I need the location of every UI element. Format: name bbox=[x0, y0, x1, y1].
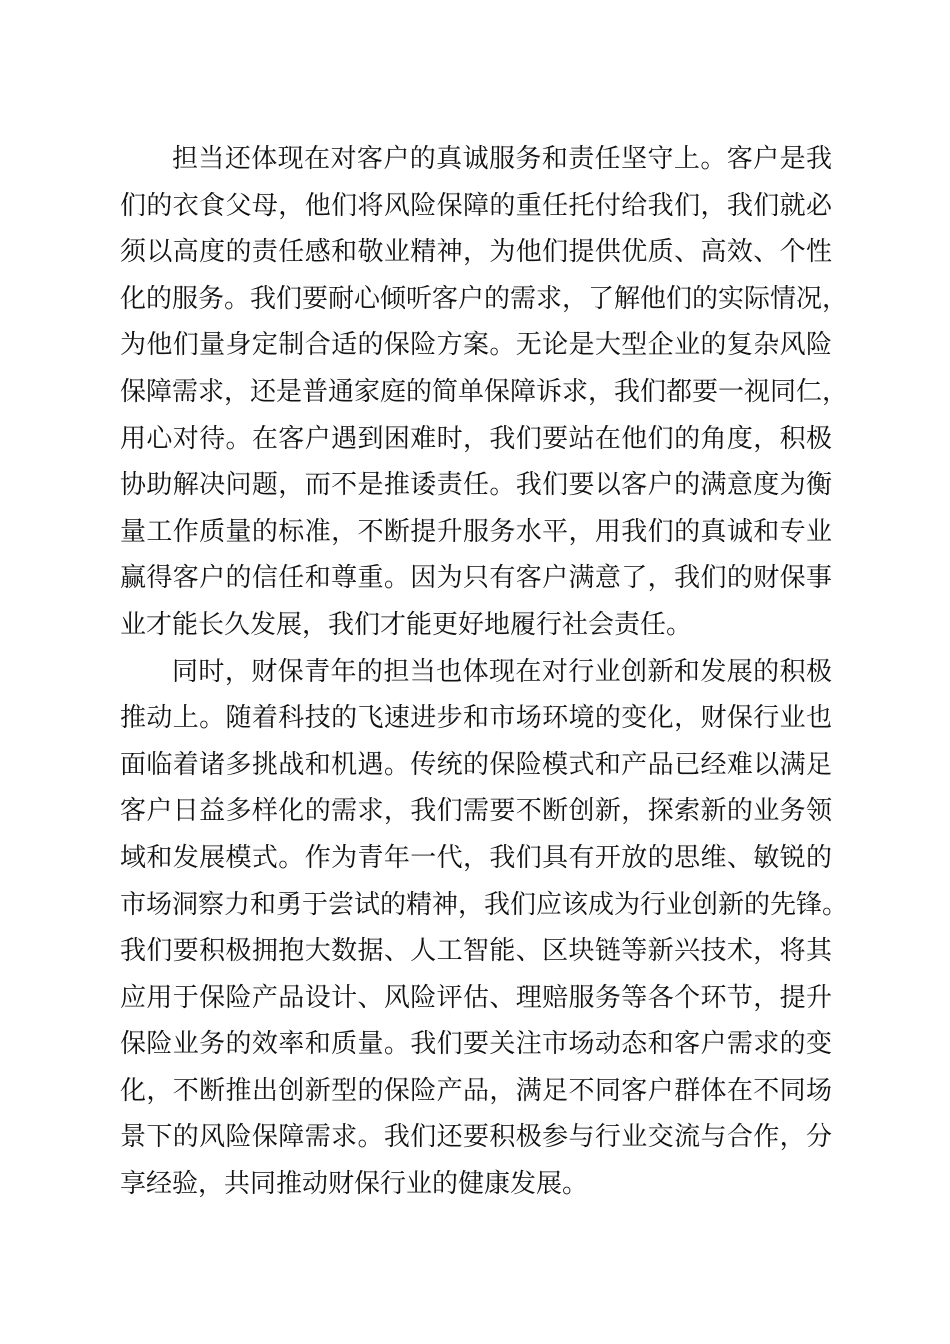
text-line: 我们要积极拥抱大数据、人工智能、区块链等新兴技术，将其 bbox=[120, 936, 832, 967]
text-line: 化，不断推出创新型的保险产品，满足不同客户群体在不同场 bbox=[120, 1075, 832, 1106]
text-line: 须以高度的责任感和敬业精神，为他们提供优质、高效、个性 bbox=[120, 237, 832, 268]
text-line: 市场洞察力和勇于尝试的精神，我们应该成为行业创新的先锋。 bbox=[120, 889, 849, 920]
text-line: 客户日益多样化的需求，我们需要不断创新，探索新的业务领 bbox=[120, 796, 832, 827]
text-line: 化的服务。我们要耐心倾听客户的需求，了解他们的实际情况， bbox=[120, 283, 849, 314]
text-line: 担当还体现在对客户的真诚服务和责任坚守上。客户是我 bbox=[172, 144, 832, 174]
paragraph-1 bbox=[120, 136, 849, 649]
text-line: 们的衣食父母，他们将风险保障的重任托付给我们，我们就必 bbox=[120, 190, 832, 221]
document-body bbox=[120, 136, 849, 1208]
text-line: 面临着诸多挑战和机遇。传统的保险模式和产品已经难以满足 bbox=[120, 749, 832, 780]
text-line: 同时，财保青年的担当也体现在对行业创新和发展的积极 bbox=[172, 656, 832, 687]
text-line: 应用于保险产品设计、风险评估、理赔服务等各个环节，提升 bbox=[120, 982, 832, 1013]
text-line: 保险业务的效率和质量。我们要关注市场动态和客户需求的变 bbox=[120, 1029, 832, 1060]
text-line: 为他们量身定制合适的保险方案。无论是大型企业的复杂风险 bbox=[120, 330, 832, 361]
text-line: 保障需求，还是普通家庭的简单保障诉求，我们都要一视同仁， bbox=[120, 376, 849, 407]
paragraph-2 bbox=[120, 649, 849, 1208]
text-line: 推动上。随着科技的飞速进步和市场环境的变化，财保行业也 bbox=[120, 703, 832, 734]
text-line: 量工作质量的标准，不断提升服务水平，用我们的真诚和专业 bbox=[120, 516, 832, 547]
text-line: 景下的风险保障需求。我们还要积极参与行业交流与合作，分 bbox=[120, 1122, 832, 1153]
text-line: 享经验，共同推动财保行业的健康发展。 bbox=[120, 1169, 589, 1200]
text-line: 赢得客户的信任和尊重。因为只有客户满意了，我们的财保事 bbox=[120, 563, 832, 594]
text-line: 业才能长久发展，我们才能更好地履行社会责任。 bbox=[120, 609, 693, 640]
text-line: 域和发展模式。作为青年一代，我们具有开放的思维、敏锐的 bbox=[120, 842, 832, 873]
text-line: 用心对待。在客户遇到困难时，我们要站在他们的角度，积极 bbox=[120, 423, 832, 454]
text-line: 协助解决问题，而不是推诿责任。我们要以客户的满意度为衡 bbox=[120, 470, 832, 501]
